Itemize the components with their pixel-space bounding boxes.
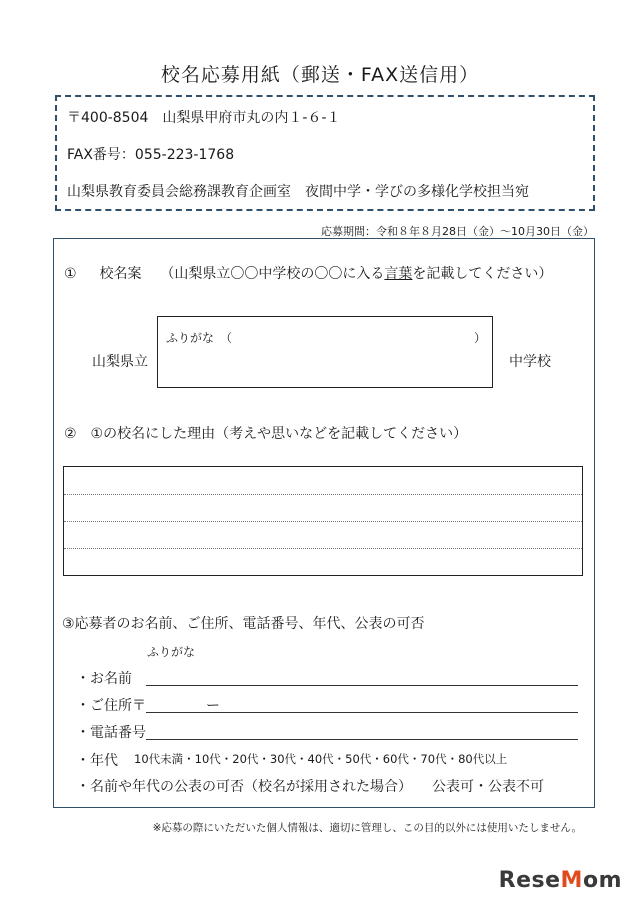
form-frame: [53, 238, 595, 808]
application-period: 応募期間：令和８年８月28日（金）～10月30日（金）: [321, 225, 594, 238]
section1-heading: [64, 263, 552, 283]
name-furigana-label: ふりがな: [147, 645, 196, 659]
furigana-close: ）: [474, 331, 487, 345]
ruled-line: [64, 548, 582, 549]
privacy-note: ※応募の際にいただいた個人情報は、適切に管理し、この目的以外には使用いたしません。: [152, 822, 582, 834]
ruled-line: [64, 521, 582, 522]
age-label: ・年代: [76, 753, 118, 769]
name-input-line[interactable]: [146, 685, 578, 686]
phone-label: ・電話番号: [76, 725, 146, 741]
furigana-label: ふりがな （: [166, 331, 233, 345]
school-name-input-box[interactable]: [157, 316, 493, 388]
ruled-line: [64, 494, 582, 495]
publish-label: ・名前や年代の公表の可否（校名が採用された場合）: [76, 779, 412, 795]
address-input-line[interactable]: [146, 712, 578, 713]
section2-heading: ② ①の校名にした理由（考えや思いなどを記載してください）: [64, 426, 468, 442]
school-prefix: 山梨県立: [92, 354, 148, 370]
section3-heading: ③応募者のお名前、ご住所、電話番号、年代、公表の可否: [62, 616, 425, 632]
section1-number: ①: [64, 266, 77, 282]
phone-input-line[interactable]: [146, 739, 578, 740]
school-suffix: 中学校: [509, 354, 551, 370]
section1-instruction-post: を記載してください）: [412, 266, 553, 282]
name-label: ・お名前: [76, 671, 132, 687]
section1-label: 校名案: [99, 266, 142, 282]
fax-number: FAX番号：055-223-1768: [67, 147, 235, 163]
resemom-logo: ReseMom: [498, 868, 622, 893]
recipient: 山梨県教育委員会総務課教育企画室 夜間中学・学びの多様化学校担当宛: [67, 184, 529, 200]
address-dash: ー: [206, 698, 220, 714]
section1-instruction-underlined: 言葉: [384, 266, 413, 282]
address-box: [55, 95, 595, 211]
address-label: ・ご住所〒: [76, 698, 146, 714]
postal-address: 〒400-8504 山梨県甲府市丸の内１-６-１: [67, 110, 341, 126]
page-title: 校名応募用紙（郵送・FAX送信用）: [160, 64, 480, 86]
age-options[interactable]: 10代未満・10代・20代・30代・40代・50代・60代・70代・80代以上: [134, 752, 508, 766]
reason-input-box[interactable]: [63, 466, 583, 576]
section1-instruction-pre: （山梨県立〇〇中学校の〇〇に入る: [160, 266, 385, 282]
publish-options[interactable]: 公表可・公表不可: [432, 779, 544, 795]
